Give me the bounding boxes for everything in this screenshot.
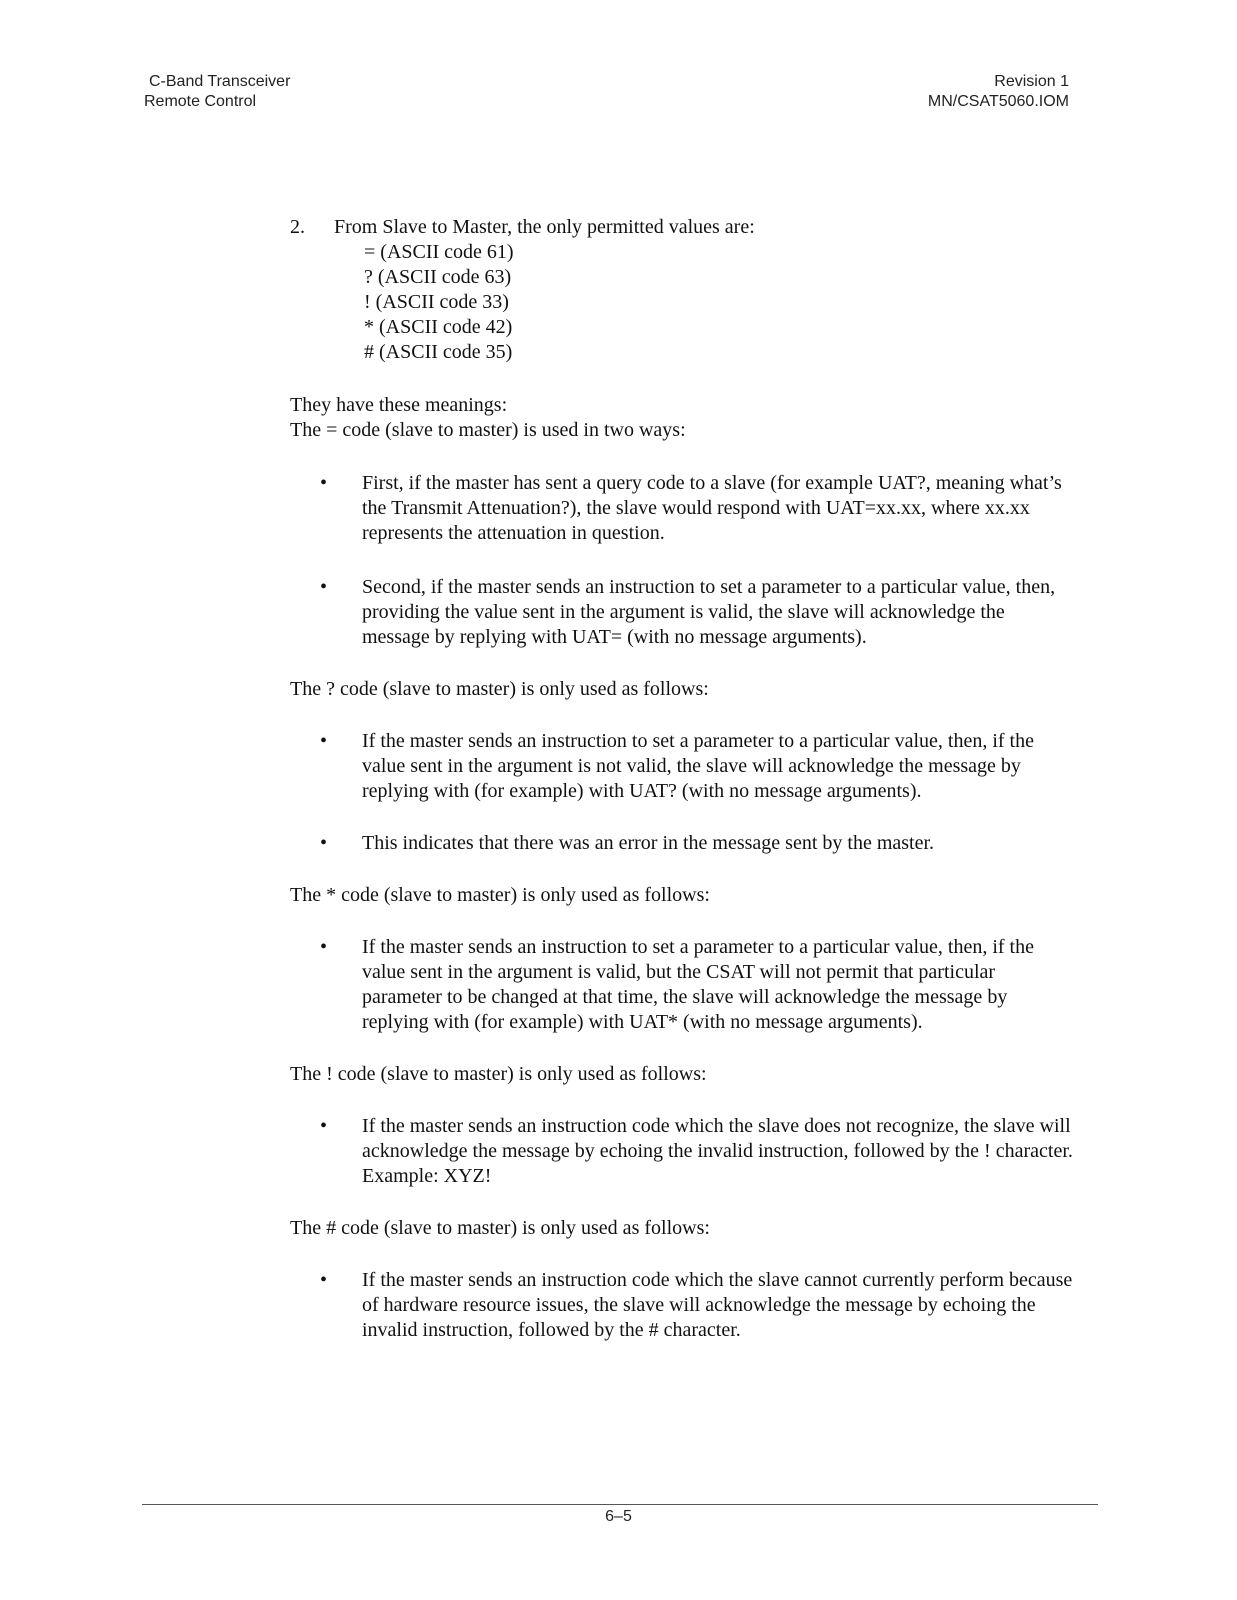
asterisk-code-bullets (290, 935, 1090, 1035)
hash-code-intro: The # code (slave to master) is only used as follows: (290, 1217, 710, 1239)
item-text: From Slave to Master, the only permitted values are: (334, 216, 755, 238)
list-item: • First, if the master has sent a query code to a slave (for example UAT?, meaning what’s the Transmit Attenuation?), the slave would respond with UAT=xx.xx, where xx.xx represents the attenuation in question. (320, 472, 1062, 544)
list-item: • If the master sends an instruction to set a parameter to a particular value, then, if the value sent in the argument is not valid, the slave will acknowledge the message by replying with (for example) with UAT? (with no message arguments). (320, 730, 1034, 802)
bullet-icon: • (320, 1115, 328, 1137)
meanings-intro: They have these meanings: (290, 394, 508, 416)
code-exclamation: ! (ASCII code 33) (364, 291, 509, 313)
equals-code-intro: The = code (slave to master) is used in two ways: (290, 419, 686, 441)
code-equals: = (ASCII code 61) (364, 241, 514, 263)
header-document-number: MN/CSAT5060.IOM (927, 93, 1069, 110)
list-item: • If the master sends an instruction code which the slave does not recognize, the slave will acknowledge the message by echoing the invalid instruction, followed by the ! character. Example: XYZ! (320, 1115, 1073, 1187)
bullet-icon: • (320, 1269, 328, 1291)
code-hash: # (ASCII code 35) (364, 341, 513, 363)
asterisk-code-intro: The * code (slave to master) is only used as follows: (290, 884, 710, 906)
header-revision: Revision 1 (994, 73, 1069, 90)
list-item: • Second, if the master sends an instruction to set a parameter to a particular value, then, providing the value sent in the argument is valid, the slave will acknowledge the message by replying with UAT= (with no message arguments). (320, 576, 1056, 648)
bullet-icon: • (320, 936, 328, 958)
hash-code-bullets (290, 1268, 1090, 1343)
bullet-icon: • (320, 472, 328, 494)
page-number: 6–5 (605, 1508, 632, 1525)
list-item: • If the master sends an instruction code which the slave cannot currently perform because of hardware resource issues, the slave will acknowledge the message by echoing the invalid instruction, followed by the # character. (320, 1269, 1073, 1341)
list-item: • If the master sends an instruction to set a parameter to a particular value, then, if the value sent in the argument is valid, but the CSAT will not permit that particular parameter to be changed at that time, the slave will acknowledge the message by replying with (for example) with UAT* (with no message arguments). (320, 936, 1034, 1033)
bullet-icon: • (320, 576, 328, 598)
item-number: 2. (290, 216, 305, 238)
bullet-icon: • (320, 832, 328, 854)
code-question: ? (ASCII code 63) (364, 266, 512, 288)
running-header-left (144, 72, 290, 112)
bullet-icon: • (320, 730, 328, 752)
page-body (290, 215, 1090, 1343)
exclamation-code-bullets (290, 1114, 1090, 1189)
running-header-right (928, 72, 1069, 112)
header-chapter-title: Remote Control (144, 93, 257, 110)
question-code-bullets (290, 729, 1090, 856)
permitted-codes-list (364, 240, 1090, 365)
code-asterisk: * (ASCII code 42) (364, 316, 513, 338)
footer-divider (142, 1504, 1098, 1505)
list-item: • This indicates that there was an error in the message sent by the master. (320, 832, 935, 854)
exclamation-code-intro: The ! code (slave to master) is only used as follows: (290, 1063, 707, 1085)
equals-code-bullets (290, 471, 1090, 650)
numbered-item-2 (290, 215, 1090, 240)
header-product-title: C-Band Transceiver (149, 73, 291, 90)
question-code-intro: The ? code (slave to master) is only used as follows: (290, 678, 709, 700)
